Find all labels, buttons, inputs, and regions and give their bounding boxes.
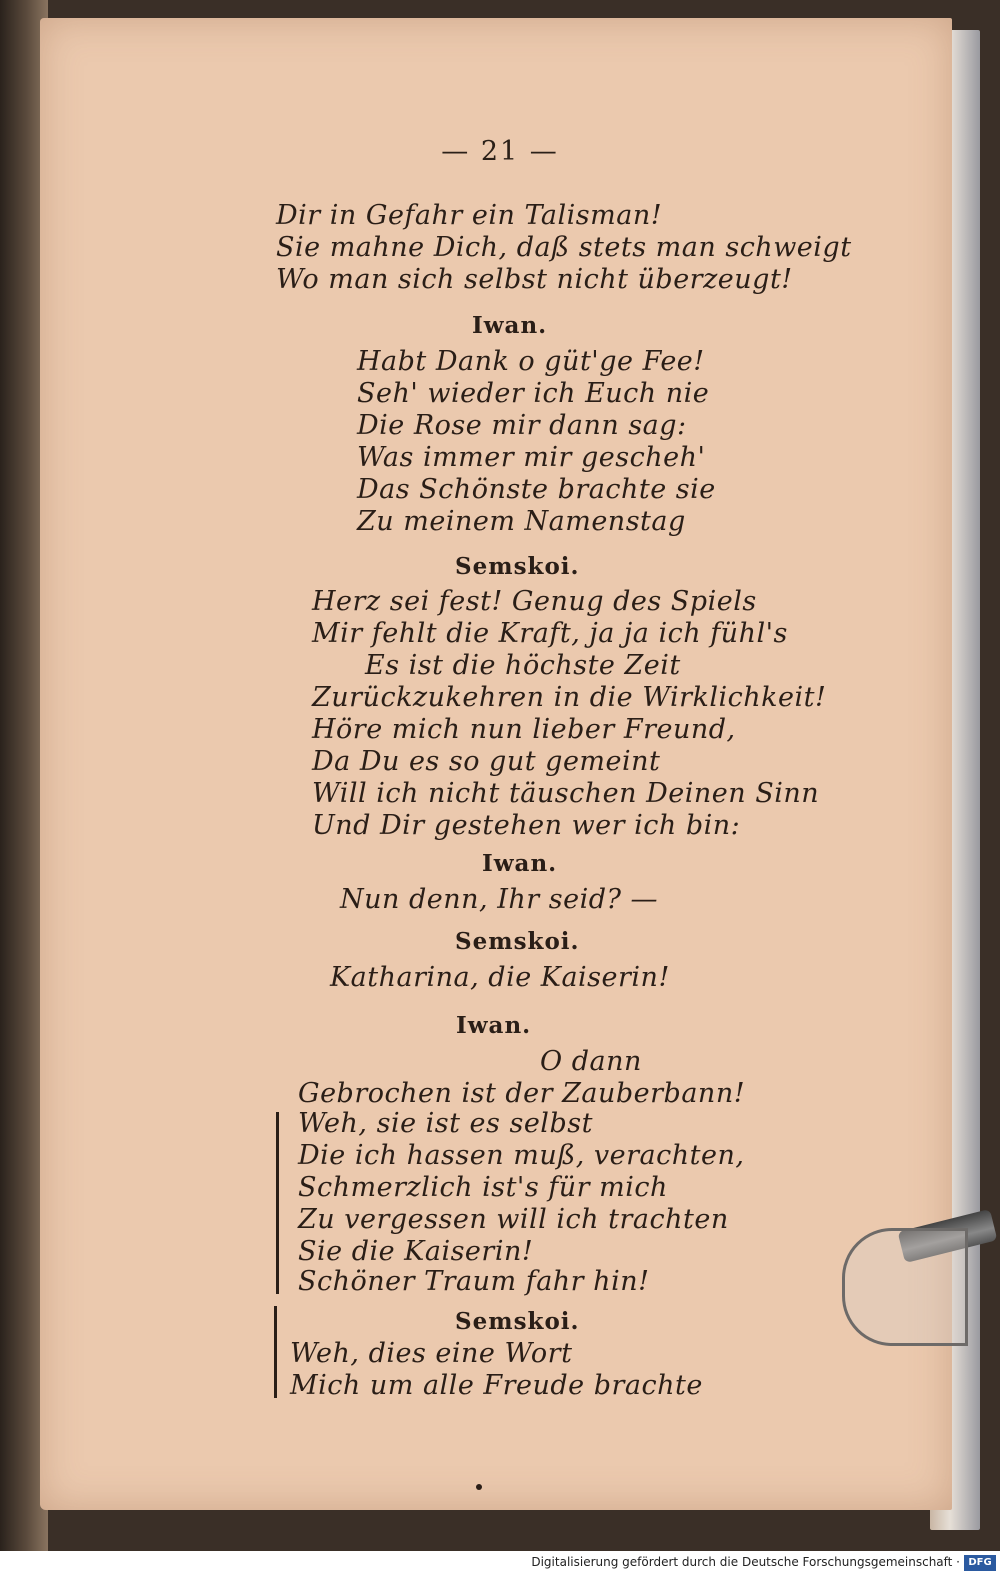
verse-line: Da Du es so gut gemeint [312,746,661,777]
verse-line: Nun denn, Ihr seid? — [340,884,659,915]
verse-line: Dir in Gefahr ein Talisman! [276,200,663,231]
speaker-name: Iwan. [456,1012,532,1039]
page-mark [476,1484,482,1490]
verse-line: Es ist die höchste Zeit [365,650,681,681]
verse-line: Zu meinem Namenstag [357,506,686,537]
verse-line: Das Schönste brachte sie [357,474,716,505]
verse-line: Herz sei fest! Genug des Spiels [312,586,757,617]
verse-line: Weh, dies eine Wort [290,1338,573,1369]
dfg-logo: DFG [964,1555,996,1571]
speaker-name: Iwan. [482,850,558,877]
verse-line: Seh' wieder ich Euch nie [357,378,710,409]
verse-line: Höre mich nun lieber Freund, [312,714,736,745]
speaker-name: Semskoi. [455,1308,580,1335]
verse-line: Was immer mir gescheh' [357,442,706,473]
verse-line: Sie mahne Dich, daß stets man schweigt [276,232,852,263]
verse-line: Habt Dank o güt'ge Fee! [357,346,705,377]
bracket-line-semskoi [274,1306,277,1398]
bracket-line-iwan [276,1112,279,1294]
verse-line: Schöner Traum fahr hin! [298,1266,650,1297]
verse-line: Weh, sie ist es selbst [298,1108,593,1139]
verse-line: O dann [540,1046,642,1077]
verse-line: Die ich hassen muß, verachten, [298,1140,745,1171]
verse-line: Will ich nicht täuschen Deinen Sinn [312,778,820,809]
page-number: — 21 — [441,136,559,167]
verse-line: Zu vergessen will ich trachten [298,1204,729,1235]
verse-line: Gebrochen ist der Zauberbann! [298,1078,746,1109]
speaker-name: Semskoi. [455,928,580,955]
paper-clip [842,1228,968,1346]
verse-line: Und Dir gestehen wer ich bin: [312,810,741,841]
footer-text: Digitalisierung gefördert durch die Deutsche Forschungsgemeinschaft · [531,1555,960,1569]
verse-line: Schmerzlich ist's für mich [298,1172,668,1203]
verse-line: Wo man sich selbst nicht überzeugt! [276,264,793,295]
verse-line: Zurückzukehren in die Wirklichkeit! [312,682,827,713]
digitization-footer [0,1551,1000,1576]
verse-line: Mich um alle Freude brachte [290,1370,703,1401]
verse-line: Sie die Kaiserin! [298,1236,534,1267]
verse-line: Die Rose mir dann sag: [357,410,687,441]
speaker-name: Semskoi. [455,553,580,580]
speaker-name: Iwan. [472,312,548,339]
verse-line: Katharina, die Kaiserin! [330,962,670,993]
verse-line: Mir fehlt die Kraft, ja ja ich fühl's [312,618,788,649]
